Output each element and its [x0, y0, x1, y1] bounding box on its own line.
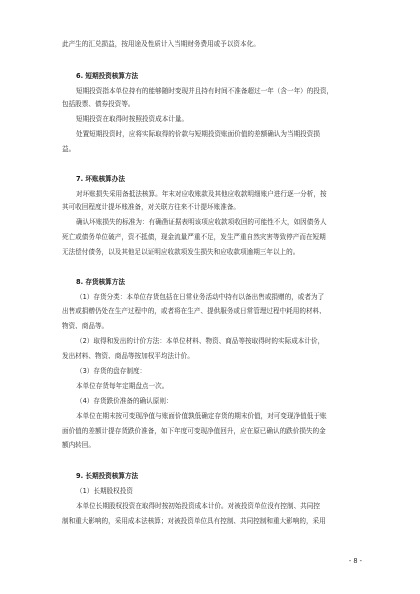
text-line: 制和重大影响的，采用成本法核算；对被投资单位具有控制、共同控制和重大影响的，采用	[62, 517, 326, 525]
text-line: 其可收回程度计提坏账准备，对关联方往来不计提坏账准备。	[62, 203, 241, 211]
text-line: 出售或捐赠仍处在生产过程中的，或者将在生产、提供服务或日常管理过程中耗用的材料、	[62, 307, 326, 315]
text-line: 无法偿付债务，以及其他足以证明应收款项发生损失和应收款项逾期三年以上的。	[62, 248, 300, 256]
section-heading: 8. 存货核算方法	[76, 278, 125, 286]
text-line: 短期投资指本单位持有的能够随时变现并且持有时间不准备超过一年（含一年）的投资，	[76, 87, 334, 95]
text-line: （4）存货跌价准备的确认原则：	[76, 397, 173, 405]
text-line: 本单位长期股权投资在取得时按初始投资成本计价。对被投资单位没有控制、共同控	[76, 502, 320, 510]
text-line: 额内转回。	[62, 441, 95, 449]
text-line: 面价值的差额计提存货跌价准备，如下年度可变现净值回升，应在原已确认的跌价损失的金	[62, 427, 326, 435]
section-heading: 7. 坏账核算办法	[76, 175, 125, 183]
text-line: 短期投资在取得时按照投资成本计量。	[76, 115, 189, 123]
text-line: 发出材料、物资、商品等按加权平均法计价。	[62, 352, 194, 360]
text-line: 死亡或债务单位破产，资不抵债，现金流量严重不足，发生严重自然灾害等致停产而在短期	[62, 233, 326, 241]
text-line: 物资、商品等。	[62, 322, 109, 330]
text-line: （3）存货的盘存制度：	[76, 367, 147, 375]
text-line: 处置短期投资时，应将实际取得的价款与短期投资账面价值的差额确认为当期投资损	[76, 130, 320, 138]
text-line: （2）取得和发出的计价方法：本单位材料、物资、商品等按取得时的实际成本计价，	[76, 337, 325, 345]
page-number: - 8 -	[348, 557, 362, 565]
text-line: （1）长期股权投资	[76, 487, 133, 495]
section-heading: 9. 长期投资核算方法	[76, 472, 139, 480]
text-line: （1）存货分类：本单位存货包括在日常业务活动中持有以备出售或捐赠的，或者为了	[76, 293, 325, 301]
text-line: 本单位存货每年定期盘点一次。	[76, 382, 169, 390]
text-line: 益。	[62, 145, 76, 153]
text-line: 本单位在期末按可变现净值与账面价值孰低确定存货的期末价值，对可变现净值低于账	[76, 412, 327, 420]
text-line: 此产生的汇兑损益，按用途及性质计入当期财务费用或予以资本化。	[62, 40, 260, 48]
text-line: 包括股票、债券投资等。	[62, 100, 135, 108]
text-line: 确认坏账损失的标准为：有确凿证据表明该项应收款项收回的可能性不大，如因债务人	[76, 218, 327, 226]
section-heading: 6. 短期投资核算方法	[76, 72, 139, 80]
text-line: 对坏账损失采用备抵法核算。年末对应收账款及其他应收款明细账户进行逐一分析，按	[76, 190, 327, 198]
